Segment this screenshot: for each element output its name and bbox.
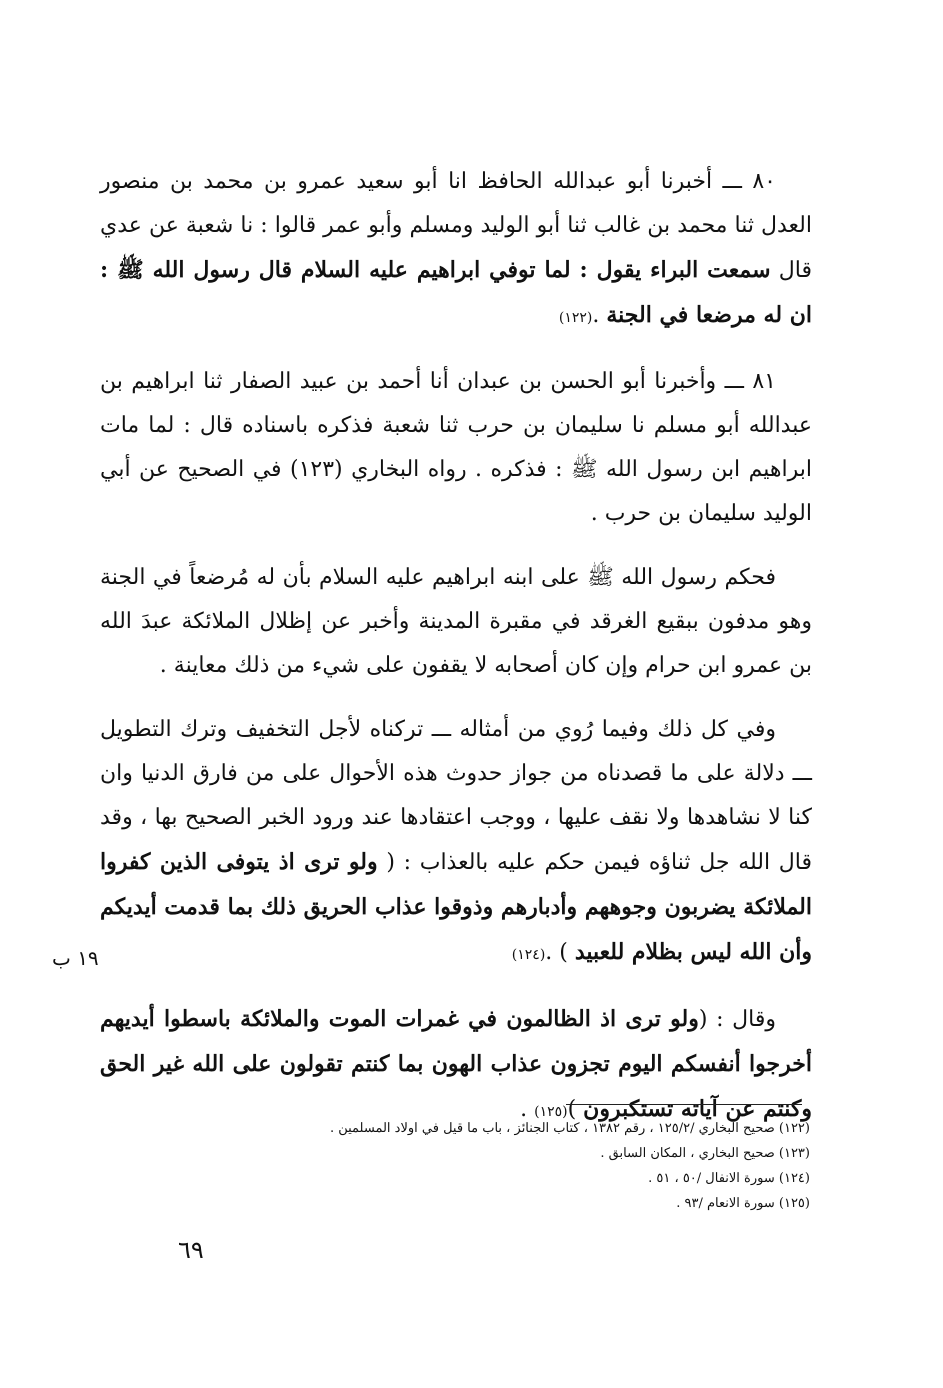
quran-verse-anam: ولو ترى اذ الظالمون في غمرات الموت والملائكة باسطوا أيديهم أخرجوا أنفسكم اليوم تجزون عذاب الهون بما كنتم تقولون على الله غير الحق وكنتم عن آياته تستكبرون <box>100 1006 812 1122</box>
paragraph-80-text: ٨٠ ـــ أخبرنا أبو عبدالله الحافظ انا أبو سعيد عمرو بن محمد بن منصور العدل ثنا محمد بن غالب ثنا أبو الوليد ومسلم وأبو عمر قالوا : نا شعبة عن عدي قال <box>100 169 812 283</box>
paragraph-verse-anam-punct: ) <box>567 1097 584 1122</box>
footnote-ref-124: (١٢٤) <box>511 947 546 963</box>
page-number: ٦٩ <box>178 1236 204 1264</box>
paragraph-ruling-text: فحكم رسول الله ﷺ على ابنه ابراهيم عليه السلام بأن له مُرضعاً في الجنة وهو مدفون ببقيع الغرقد في مقبرة المدينة وأخبر عن إظلال الملائكة عبدَ الله بن عمرو ابن حرام وإن كان أصحابه لا يقفون على شيء من ذلك معاينة . <box>100 565 812 678</box>
paragraph-verse-anam-text: وقال : ( <box>698 1007 777 1032</box>
paragraph-81-text: ٨١ ـــ وأخبرنا أبو الحسن بن عبدان أنا أحمد بن عبيد الصفار ثنا ابراهيم بن عبدالله أبو مسلم نا سليمان بن حرب ثنا شعبة فذكره باسناده قال : لما مات ابراهيم ابن رسول الله ﷺ : فذكره . رواه البخاري (١٢٣) في الصحيح عن أبي الوليد سليمان بن حرب . <box>100 369 812 526</box>
paragraph-ruling <box>100 556 812 688</box>
footnote-123: (١٢٣) صحيح البخاري ، المكان السابق . <box>600 1146 810 1161</box>
quran-verse-anfal: ولو ترى اذ يتوفى الذين كفروا الملائكة يضربون وجوههم وأدبارهم وذوقوا عذاب الحريق ذلك بما قدمت أيديكم وأن الله ليس بظلام للعبيد <box>100 849 812 965</box>
footnote-124: (١٢٤) سورة الانفال /٥٠ ، ٥١ . <box>648 1171 810 1186</box>
margin-folio-note: ١٩ ب <box>52 946 99 970</box>
paragraph-verse-anam <box>100 997 812 1134</box>
footnotes <box>240 1116 810 1216</box>
paragraph-verse-anam-end: . <box>520 1097 535 1122</box>
paragraph-80 <box>100 160 812 340</box>
footnote-125: (١٢٥) سورة الانعام /٩٣ . <box>676 1196 810 1211</box>
footnote-divider <box>566 1104 802 1105</box>
paragraph-81 <box>100 360 812 536</box>
hadith-quote: سمعت البراء يقول : لما توفي ابراهيم عليه السلام قال رسول الله ﷺ : ان له مرضعا في الجنة <box>100 257 812 328</box>
paragraph-evidence-punct: ) . <box>545 940 575 965</box>
footnote-122: (١٢٢) صحيح البخاري /١٢٥/٢ ، رقم ١٣٨٢ ، كتاب الجنائز ، باب ما قيل في اولاد المسلمين . <box>329 1121 810 1136</box>
footnote-ref-122: (١٢٢) <box>558 310 593 326</box>
footnote-ref-125: (١٢٥) <box>534 1104 568 1120</box>
main-text <box>100 160 812 1154</box>
paragraph-80-punct: . <box>592 303 607 328</box>
paragraph-evidence <box>100 708 812 977</box>
paragraph-evidence-text: وفي كل ذلك وفيما رُوي من أمثاله ـــ تركناه لأجل التخفيف وترك التطويل ـــ دلالة على ما قصدناه من جواز حدوث هذه الأحوال على من فارق الدنيا وان كنا لا نشاهدها ولا نقف عليها ، ووجب اعتقادها عند ورود الخبر الصحيح بها ، وقد قال الله جل ثناؤه فيمن حكم عليه بالعذاب : ( <box>100 717 812 875</box>
